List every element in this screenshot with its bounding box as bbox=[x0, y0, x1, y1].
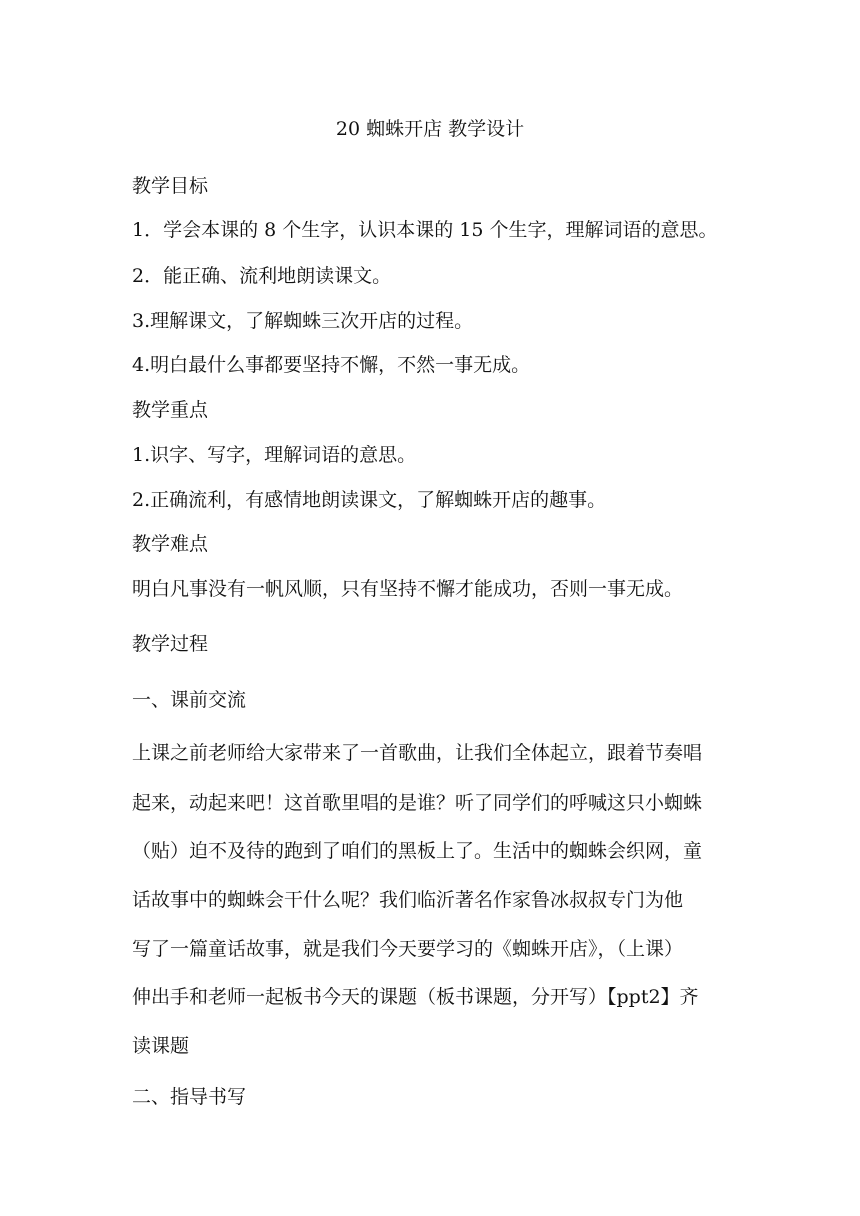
paragraph-line-1: 上课之前老师给大家带来了一首歌曲，让我们全体起立，跟着节奏唱 bbox=[132, 742, 703, 764]
difficulties-heading: 教学难点 bbox=[132, 533, 209, 555]
difficulties-text: 明白凡事没有一帆风顺，只有坚持不懈才能成功，否则一事无成。 bbox=[132, 578, 684, 600]
paragraph-line-2: 起来，动起来吧！这首歌里唱的是谁？听了同学们的呼喊这只小蜘蛛 bbox=[132, 792, 703, 814]
objective-item-1: 1．学会本课的 8 个生字，认识本课的 15 个生字，理解词语的意思。 bbox=[132, 219, 718, 241]
paragraph-line-3: （贴）迫不及待的跑到了咱们的黑板上了。生活中的蜘蛛会织网，童 bbox=[132, 840, 703, 862]
key-points-heading: 教学重点 bbox=[132, 399, 209, 421]
process-heading: 教学过程 bbox=[132, 633, 209, 655]
document-title: 20 蜘蛛开店 教学设计 bbox=[335, 118, 525, 140]
objective-item-4: 4.明白最什么事都要坚持不懈，不然一事无成。 bbox=[132, 354, 531, 376]
objective-item-3: 3.理解课文，了解蜘蛛三次开店的过程。 bbox=[132, 310, 474, 332]
key-point-item-1: 1.识字、写字，理解词语的意思。 bbox=[132, 444, 417, 466]
objective-item-2: 2．能正确、流利地朗读课文。 bbox=[132, 265, 392, 287]
paragraph-line-7: 读课题 bbox=[132, 1035, 190, 1057]
paragraph-line-5: 写了一篇童话故事，就是我们今天要学习的《蜘蛛开店》，（上课） bbox=[132, 938, 684, 960]
objectives-heading: 教学目标 bbox=[132, 175, 209, 197]
paragraph-line-4: 话故事中的蜘蛛会干什么呢？我们临沂著名作家鲁冰叔叔专门为他 bbox=[132, 889, 684, 911]
paragraph-line-6: 伸出手和老师一起板书今天的课题（板书课题，分开写）【ppt2】齐 bbox=[132, 986, 699, 1008]
section-1-heading: 一、课前交流 bbox=[132, 689, 247, 711]
section-2-heading: 二、指导书写 bbox=[132, 1086, 247, 1108]
key-point-item-2: 2.正确流利，有感情地朗读课文，了解蜘蛛开店的趣事。 bbox=[132, 489, 607, 511]
